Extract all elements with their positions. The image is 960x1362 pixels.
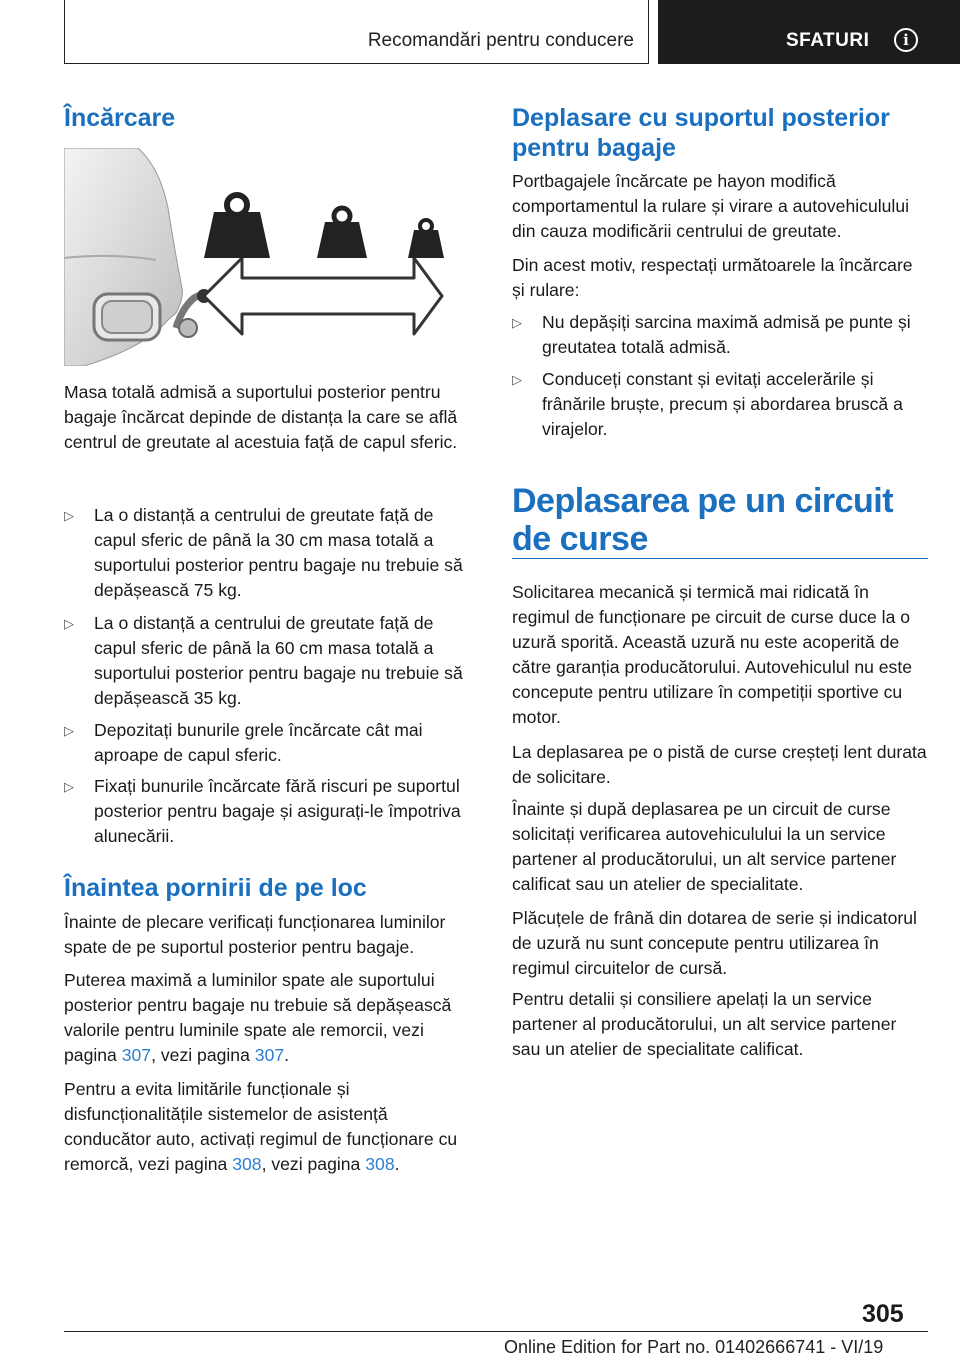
footer-divider [64,1331,928,1332]
tow-hitch-load-distance-icon [64,148,478,366]
paragraph-racks: Portbagajele încărcate pe hayon modifică comportamentul la rulare și virare a autovehiculului din cauza modificării centrului de greutate. [512,171,910,241]
header-section-title: Recomandări pentru conducere [367,30,634,51]
period-text: . [284,1045,290,1065]
paragraph-track-inspection: Înainte și după deplasarea pe un circuit de curse solicitați verificarea autovehiculului la un service partener al producătorului, un alt service partener calificat sau un atelier de specialitate. [512,799,897,894]
paragraph-track-duration: La deplasarea pe o pistă de curse creșteți lent durata de solicitare. [512,742,927,787]
header-tag-label: SFATURI [786,30,870,51]
paragraph-brake-pads: Plăcuțele de frână din dotarea de serie și indicatorul de uzură nu sunt concepute pentru utilizarea în regimul circuitelor de cursă. [512,908,917,978]
list-item-text: Conduceți constant și evitați accelerările și frânările bruște, precum și abordarea bruscă a virajelor. [542,369,903,439]
see-page-text: , vezi pagina [261,1154,366,1174]
bullet-triangle-icon: ▷ [64,508,74,523]
list-item [64,718,478,768]
list-item-text: Depozitați bunurile grele încărcate cât mai aproape de capul sferic. [94,720,423,765]
info-icon: i [894,28,918,52]
see-page-text: , vezi pagina [151,1045,255,1065]
page-link-308[interactable]: 308 [232,1154,262,1174]
paragraph-light-power-text: Puterea maximă a luminilor spate ale suportului posterior pentru bagaje nu trebuie să depășească valorile pentru luminile spate ale remorcii, vezi pagina [64,970,452,1065]
paragraph-reason: Din acest motiv, respectați următoarele la încărcare și rulare: [512,255,913,300]
paragraph-trailer-mode-text: Pentru a evita limitările funcționale și disfuncționalitățile sistemelor de asistență conducător auto, activați regimul de funcționare cu remorcă, vezi pagina [64,1079,458,1174]
list-item [64,611,478,711]
paragraph-mass: Masa totală admisă a suportului posterior pentru bagaje încărcat depinde de distanța la care se află centrul de greutate al acestuia față de capul sferic. [64,382,458,452]
list-item [64,503,478,603]
bullet-triangle-icon: ▷ [64,779,74,794]
bullet-triangle-icon: ▷ [64,616,74,631]
list-item [512,367,928,442]
list-item-text: Nu depășiți sarcina maximă admisă pe punte și greutatea totală admisă. [542,312,911,357]
header-tag-box [658,0,960,64]
list-item-text: La o distanță a centrului de greutate față de capul sferic de până la 30 cm masa totală a suportului posterior pentru bagaje nu trebuie să depășească 75 kg. [94,505,463,600]
heading-driving-with-rack: Deplasare cu suportul posterior pentru bagaje [512,104,890,162]
bullet-triangle-icon: ▷ [512,315,522,330]
paragraph-trailer-mode [64,1077,478,1177]
page-number: 305 [862,1300,904,1328]
bullet-triangle-icon: ▷ [512,372,522,387]
tow-hitch-load-figure [64,148,478,366]
bullet-triangle-icon: ▷ [64,723,74,738]
list-item-text: Fixați bunurile încărcate fără riscuri pe suportul posterior pentru bagaje și asigurați-le împotriva alunecării. [94,776,461,846]
heading-loading: Încărcare [64,104,176,132]
paragraph-service-advice: Pentru detalii și consiliere apelați la un service partener al producătorului, un alt service partener sau un atelier de specialitate calificat. [512,989,897,1059]
heading-before-start: Înaintea pornirii de pe loc [64,874,367,902]
paragraph-light-power [64,968,478,1068]
paragraph-check-lights: Înainte de plecare verificați funcționarea luminilor spate de pe suportul posterior pentru bagaje. [64,912,446,957]
heading-underline [512,558,928,559]
page-link-307[interactable]: 307 [254,1045,285,1065]
list-item [512,310,928,360]
footer-edition: Online Edition for Part no. 01402666741 - VI/19 [504,1337,884,1357]
period-text: . [394,1154,400,1174]
heading-race-track: Deplasarea pe un circuit de curse [512,482,894,558]
list-item-text: La o distanță a centrului de greutate față de capul sferic de până la 60 cm masa totală a suportului posterior pentru bagaje nu trebuie să depășească 35 kg. [94,613,463,708]
page-link-308[interactable]: 308 [365,1154,395,1174]
list-item [64,774,478,849]
header-section-box [64,0,649,64]
paragraph-track-wear: Solicitarea mecanică și termică mai ridicată în regimul de funcționare pe circuit de curse duce la o uzură sporită. Această uzură nu este acoperită de către garanția producătorului. Autovehiculul nu este concepute pentru utilizare în competiții sportive cu motor. [512,582,913,727]
page-link-307[interactable]: 307 [121,1045,152,1065]
